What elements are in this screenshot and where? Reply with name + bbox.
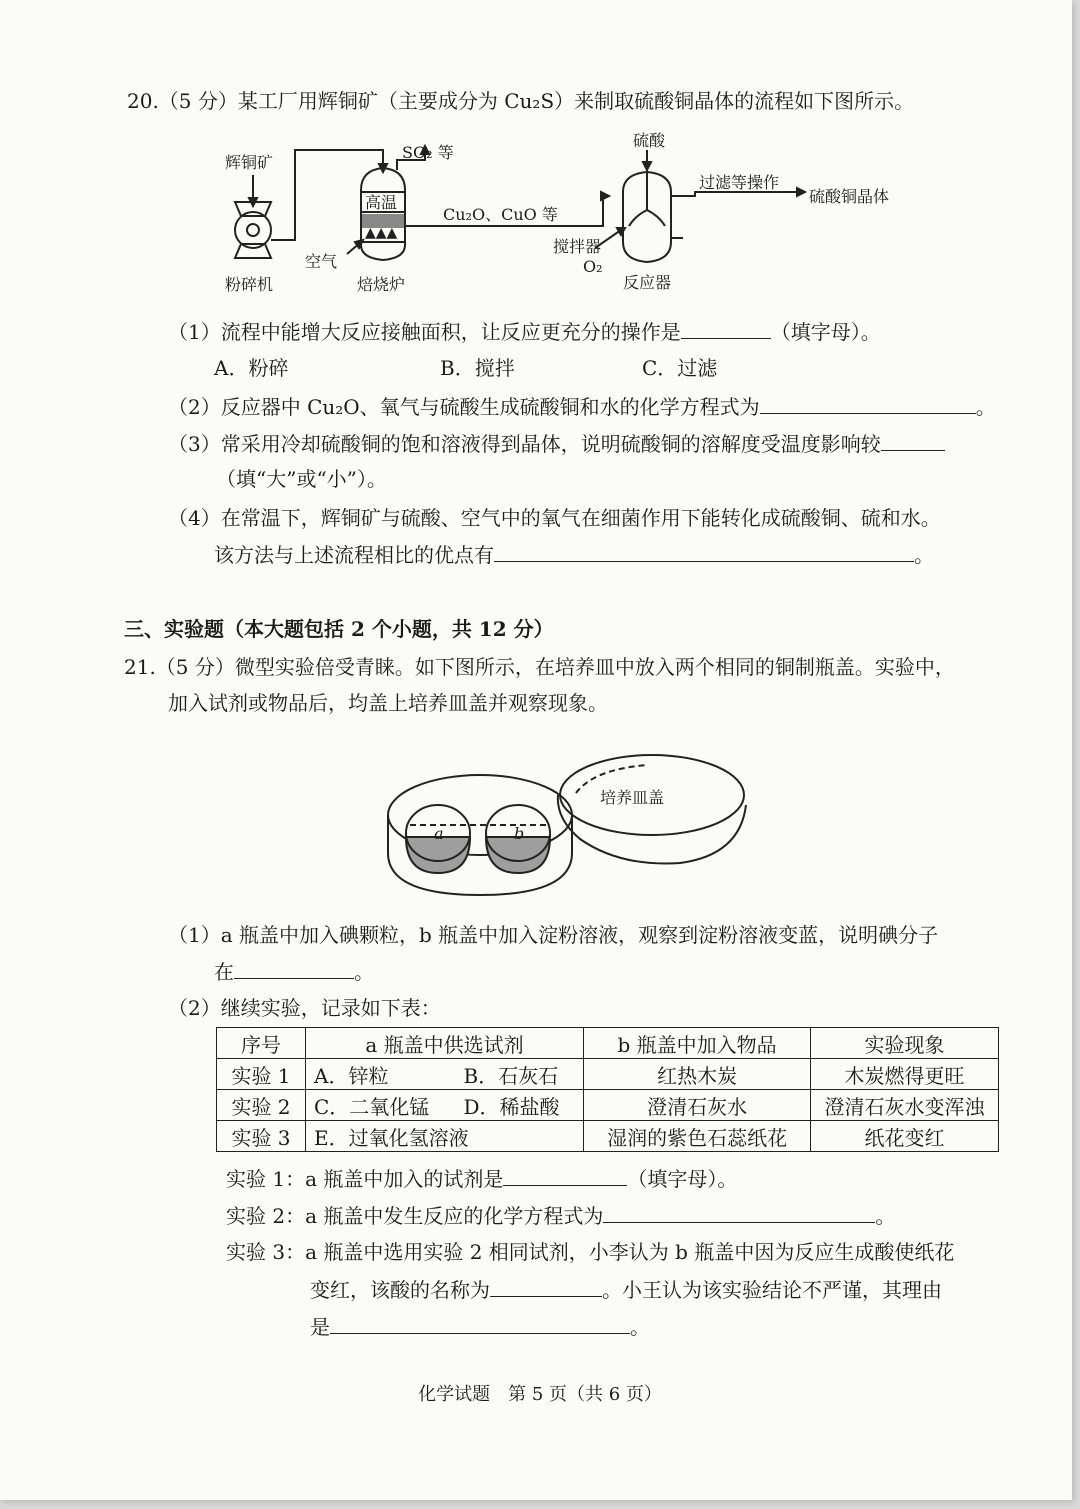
answer-blank[interactable]: [760, 393, 976, 414]
answer-blank[interactable]: [603, 1202, 875, 1223]
table-cell: B．石灰石: [456, 1059, 584, 1090]
q20-option-a: A．粉碎: [214, 356, 289, 380]
q21-stem-b: 加入试剂或物品后，均盖上培养皿盖并观察现象。: [168, 691, 608, 715]
section-heading: 三、实验题（本大题包括 2 个小题，共 12 分）: [124, 617, 554, 641]
q20-option-c: C．过滤: [642, 356, 718, 380]
table-cell: 纸花变红: [811, 1121, 999, 1152]
table-cell: 实验 1: [217, 1059, 306, 1090]
petri-dish-figure: [380, 735, 780, 905]
table-cell: 木炭燃得更旺: [811, 1059, 999, 1090]
table-header: b 瓶盖中加入物品: [584, 1028, 811, 1059]
table-cell: E．过氧化氢溶液: [306, 1121, 584, 1152]
page-footer: 化学试题 第 5 页（共 6 页）: [418, 1384, 662, 1405]
table-header: 实验现象: [811, 1028, 999, 1059]
svg-text:▲▲▲: ▲▲▲: [365, 225, 398, 241]
table-cell: A．锌粒: [306, 1059, 456, 1090]
answer-blank[interactable]: [881, 430, 945, 451]
answer-blank[interactable]: [490, 1276, 602, 1297]
q21-exp3-line2: 变红，该酸的名称为 。小王认为该实验结论不严谨，其理由: [310, 1278, 942, 1302]
q21-part2: （2）继续实验，记录如下表：: [168, 996, 441, 1020]
cap-b-label: b: [514, 824, 525, 843]
label-crusher: 粉碎机: [225, 275, 274, 294]
label-ore: 辉铜矿: [225, 153, 274, 172]
label-stirrer: 搅拌器: [553, 237, 602, 256]
label-reactor: 反应器: [623, 273, 672, 292]
answer-blank[interactable]: [681, 318, 771, 339]
table-header-row: [217, 1028, 999, 1059]
table-row: [217, 1121, 999, 1152]
table-row: [217, 1090, 999, 1121]
answer-blank[interactable]: [503, 1165, 627, 1186]
q21-part1-tail: 在 。: [214, 960, 374, 984]
q20-flow-diagram: [215, 130, 915, 300]
experiment-table: [216, 1027, 999, 1152]
table-cell: 澄清石灰水: [584, 1090, 811, 1121]
q20-part3-tail: （填“大”或“小”）。: [216, 467, 387, 491]
label-furnace: 焙烧炉: [357, 275, 406, 294]
table-header: 序号: [217, 1028, 306, 1059]
table-cell: 实验 3: [217, 1121, 306, 1152]
q21-stem: 21.（5 分）微型实验倍受青睐。如下图所示，在培养皿中放入两个相同的铜制瓶盖。实验中，: [124, 655, 955, 679]
q21-exp1: 实验 1：a 瓶盖中加入的试剂是 （填字母）。: [226, 1167, 738, 1191]
q21-exp3-line3: 是 。: [310, 1315, 650, 1339]
label-product: 硫酸铜晶体: [809, 187, 890, 206]
label-o2: O₂: [583, 257, 603, 276]
q21-part1: （1）a 瓶盖中加入碘颗粒，b 瓶盖中加入淀粉溶液，观察到淀粉溶液变蓝，说明碘分子: [168, 923, 939, 947]
label-high-temp: 高温: [365, 193, 398, 212]
table-cell: 红热木炭: [584, 1059, 811, 1090]
q20-part1: （1）流程中能增大反应接触面积，让反应更充分的操作是 （填字母）。: [168, 320, 881, 344]
answer-blank[interactable]: [234, 958, 354, 979]
table-cell: 实验 2: [217, 1090, 306, 1121]
label-so2: SO₂ 等: [402, 143, 454, 162]
q20-part3: （3）常采用冷却硫酸铜的饱和溶液得到晶体，说明硫酸铜的溶解度受温度影响较: [168, 430, 945, 457]
answer-blank[interactable]: [494, 541, 914, 562]
q20-part4: （4）在常温下，辉铜矿与硫酸、空气中的氧气在细菌作用下能转化成硫酸铜、硫和水。: [168, 506, 941, 530]
table-cell: 澄清石灰水变浑浊: [811, 1090, 999, 1121]
table-cell: D．稀盐酸: [456, 1090, 584, 1121]
label-air: 空气: [305, 252, 338, 271]
q20-stem: 20.（5 分）某工厂用辉铜矿（主要成分为 Cu₂S）来制取硫酸铜晶体的流程如下图所示。: [127, 89, 915, 113]
label-acid: 硫酸: [633, 131, 666, 150]
q20-part2: （2）反应器中 Cu₂O、氧气与硫酸生成硫酸铜和水的化学方程式为 。: [168, 395, 996, 419]
lid-label: 培养皿盖: [600, 788, 665, 807]
table-cell: 湿润的紫色石蕊纸花: [584, 1121, 811, 1152]
answer-blank[interactable]: [330, 1313, 630, 1334]
label-oxides: Cu₂O、CuO 等: [443, 205, 558, 224]
q20-part4-tail: 该方法与上述流程相比的优点有 。: [214, 543, 934, 567]
table-row: [217, 1059, 999, 1090]
table-header: a 瓶盖中供选试剂: [306, 1028, 584, 1059]
cap-a-label: a: [434, 824, 444, 843]
q21-exp2: 实验 2：a 瓶盖中发生反应的化学方程式为 。: [226, 1204, 896, 1228]
table-cell: C．二氧化锰: [306, 1090, 456, 1121]
q21-exp3: 实验 3：a 瓶盖中选用实验 2 相同试剂，小李认为 b 瓶盖中因为反应生成酸使纸花: [226, 1240, 955, 1264]
label-filter: 过滤等操作: [699, 173, 780, 192]
q20-option-b: B．搅拌: [440, 356, 515, 380]
